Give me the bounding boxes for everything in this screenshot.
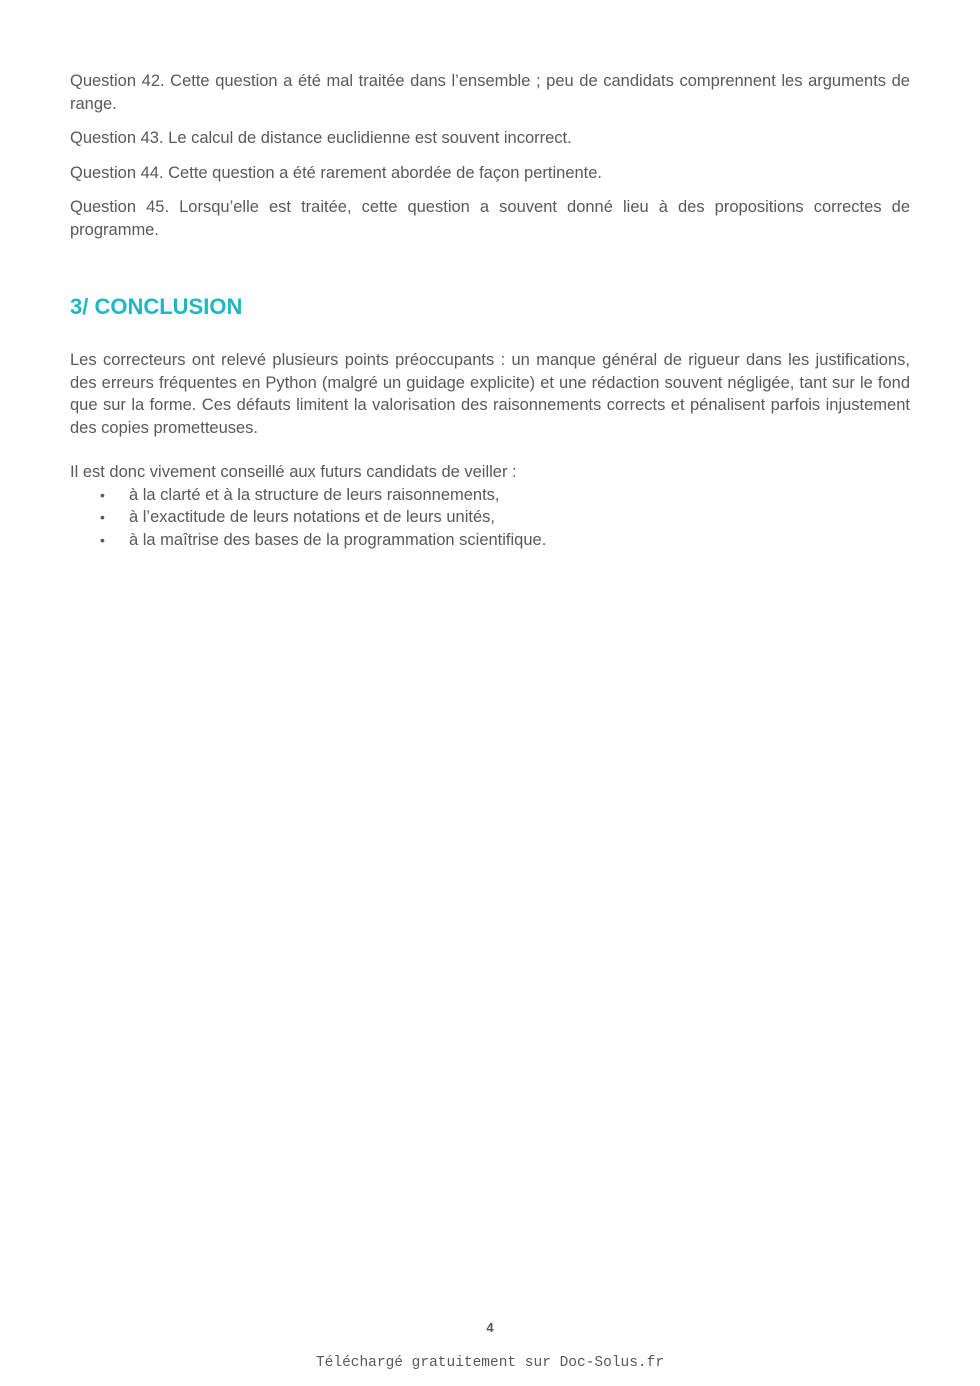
question-42-remark: Question 42. Cette question a été mal traitée dans l’ensemble ; peu de candidats comprennent les arguments de range.: [70, 72, 910, 113]
conclusion-paragraph: Les correcteurs ont relevé plusieurs points préoccupants : un manque général de rigueur dans les justifications, des erreurs fréquentes en Python (malgré un guidage explicite) et une rédaction souvent négligée, tant sur le fond que sur la forme. Ces défauts limitent la valorisation des raisonnements corrects et pénalisent parfois injustement des copies prometteuses.: [70, 351, 910, 437]
question-43-remark: Question 43. Le calcul de distance euclidienne est souvent incorrect.: [70, 129, 572, 147]
advice-item: [70, 506, 910, 529]
bullet-icon: •: [100, 531, 105, 548]
question-44-remark: Question 44. Cette question a été rarement abordée de façon pertinente.: [70, 163, 603, 182]
advice-intro: Il est donc vivement conseillé aux futurs candidats de veiller :: [70, 463, 517, 481]
page-number: 4: [486, 1320, 494, 1335]
advice-item-text: à la clarté et à la structure de leurs raisonnements,: [129, 485, 500, 504]
advice-item-text: à la maîtrise des bases de la programmation scientifique.: [129, 530, 547, 549]
advice-item-text: à l’exactitude de leurs notations et de leurs unités,: [129, 508, 495, 526]
advice-list: [70, 484, 910, 552]
question-45-remark: Question 45. Lorsqu’elle est traitée, cette question a souvent donné lieu à des propositions correctes de programme.: [70, 198, 910, 239]
bullet-icon: •: [100, 509, 105, 525]
page-content: [70, 70, 910, 551]
bullet-icon: •: [100, 486, 105, 503]
conclusion-heading: 3/ CONCLUSION: [70, 294, 243, 319]
advice-item: [70, 484, 910, 507]
download-footer: Téléchargé gratuitement sur Doc-Solus.fr: [315, 1355, 665, 1371]
advice-item: [70, 529, 910, 552]
